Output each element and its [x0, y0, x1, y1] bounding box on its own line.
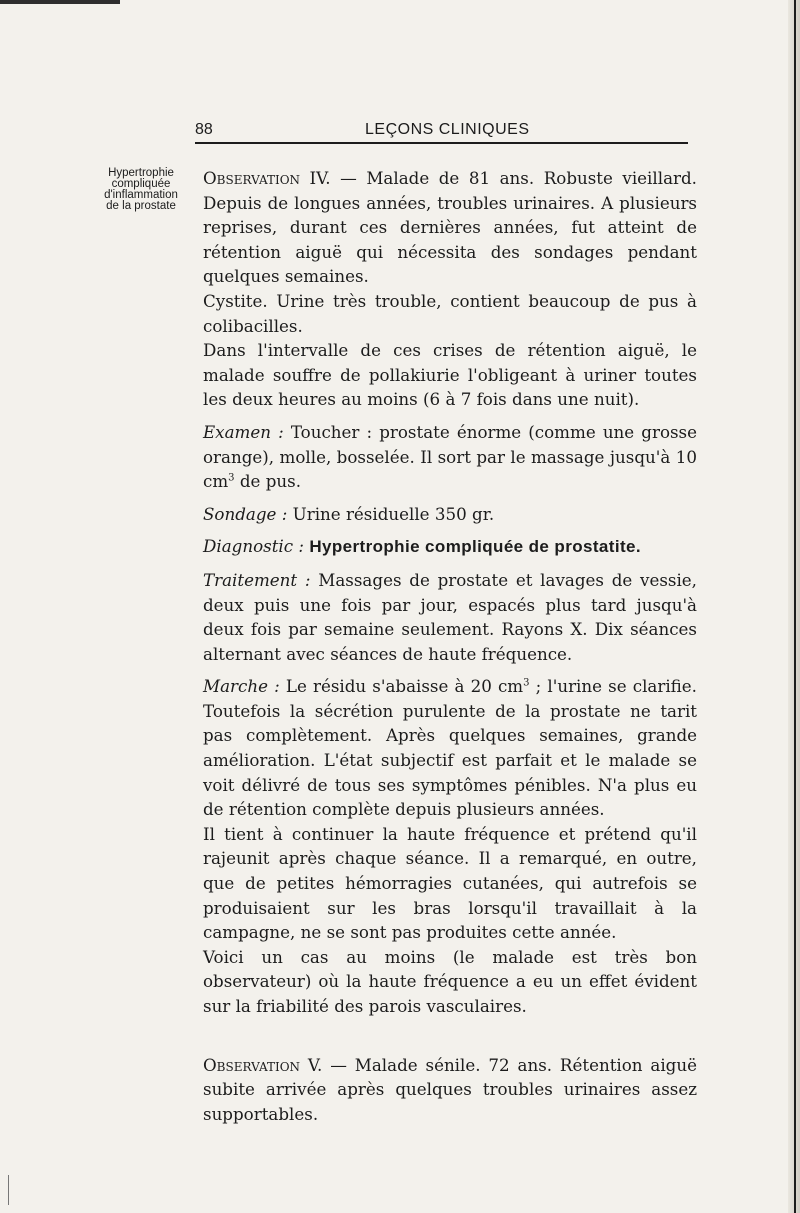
- paragraph-intervalle: Dans l'intervalle de ces crises de rétention aiguë, le malade souffre de pollakiurie l'obligeant à uriner toutes les deux heures au moins (6 à 7 fois dans une nuit).: [203, 340, 697, 410]
- observation-4-heading: Observation IV.: [203, 168, 331, 188]
- observation-4-text: — Malade de 81 ans. Robuste vieillard. Depuis de longues années, troubles urinaires. A plusieurs reprises, durant ces dernières années, fut atteint de rétention aiguë qui nécessita des sondages pendant quelques semaines.: [203, 168, 697, 287]
- superscript: 3: [523, 677, 530, 689]
- paragraph-cystite: Cystite. Urine très trouble, contient beaucoup de pus à colibacilles.: [203, 290, 697, 336]
- examen-label: Examen :: [203, 421, 284, 442]
- paragraph-tient: Il tient à continuer la haute fréquence et prétend qu'il rajeunit après chaque séance. Il a remarqué, en outre, que de petites hémorragies cutanées, qui autrefois se produisaient sur les bras lorsqu'il travaillait à la campagne, ne se sont pas produites cette année.: [203, 823, 697, 943]
- page-number: 88: [195, 121, 213, 138]
- observation-5-paragraph: [203, 1053, 697, 1127]
- marche-text-end: ; l'urine se clarifie. Toutefois la sécrétion purulente de la prostate ne tarit pas complètement. Après quelques semaines, grande amélioration. L'état subjectif est parfait et le malade se voit délivré de tous ses symptômes pénibles. N'a plus eu de rétention complète depuis plusieurs années.: [203, 676, 697, 820]
- margin-note-line: compliquée: [111, 178, 171, 190]
- scan-mark: [8, 1175, 9, 1205]
- examen-text-end: de pus.: [234, 471, 302, 492]
- marche-text: Le résidu s'abaisse à 20 cm: [279, 676, 524, 697]
- scan-top-bar: [0, 0, 120, 4]
- diagnostic-paragraph: [203, 534, 697, 560]
- superscript: 3: [228, 472, 235, 484]
- marche-paragraph: [203, 674, 697, 822]
- sondage-paragraph: [203, 502, 697, 527]
- sondage-label: Sondage :: [203, 503, 288, 524]
- sondage-text: Urine résiduelle 350 gr.: [287, 503, 495, 524]
- traitement-paragraph: [203, 568, 697, 666]
- examen-text: Toucher : prostate énorme (comme une grosse orange), molle, bosselée. Il sort par le massage jusqu'à 10 cm: [203, 421, 697, 492]
- margin-note-line: de la prostate: [106, 200, 176, 212]
- traitement-label: Traitement :: [203, 569, 311, 590]
- margin-note-line: Hypertrophie: [108, 167, 174, 179]
- page-header: [195, 118, 688, 144]
- marche-label: Marche :: [203, 676, 280, 697]
- margin-note: [86, 168, 196, 212]
- body-text: [203, 166, 697, 1126]
- diagnostic-label: Diagnostic :: [203, 536, 305, 557]
- running-head: LEÇONS CLINIQUES: [365, 121, 530, 138]
- observation-5-heading: Observation V.: [203, 1054, 323, 1075]
- diagnostic-text: Hypertrophie compliquée de prostatite.: [309, 537, 641, 557]
- paragraph-voici: Voici un cas au moins (le malade est très bon observateur) où la haute fréquence a eu un effet évident sur la friabilité des parois vasculaires.: [203, 946, 697, 1016]
- observation-5-text: — Malade sénile. 72 ans. Rétention aiguë subite arrivée après quelques troubles urinaires assez supportables.: [203, 1054, 697, 1124]
- traitement-text: Massages de prostate et lavages de vessie, deux puis une fois par jour, espacés plus tard jusqu'à deux fois par semaine seulement. Rayons X. Dix séances alternant avec séances de haute fréquence.: [203, 569, 697, 664]
- examen-paragraph: [203, 420, 697, 494]
- page-edge-line: [794, 0, 796, 1213]
- observation-4-paragraph: [203, 166, 697, 289]
- margin-note-line: d'inflammation: [104, 189, 178, 201]
